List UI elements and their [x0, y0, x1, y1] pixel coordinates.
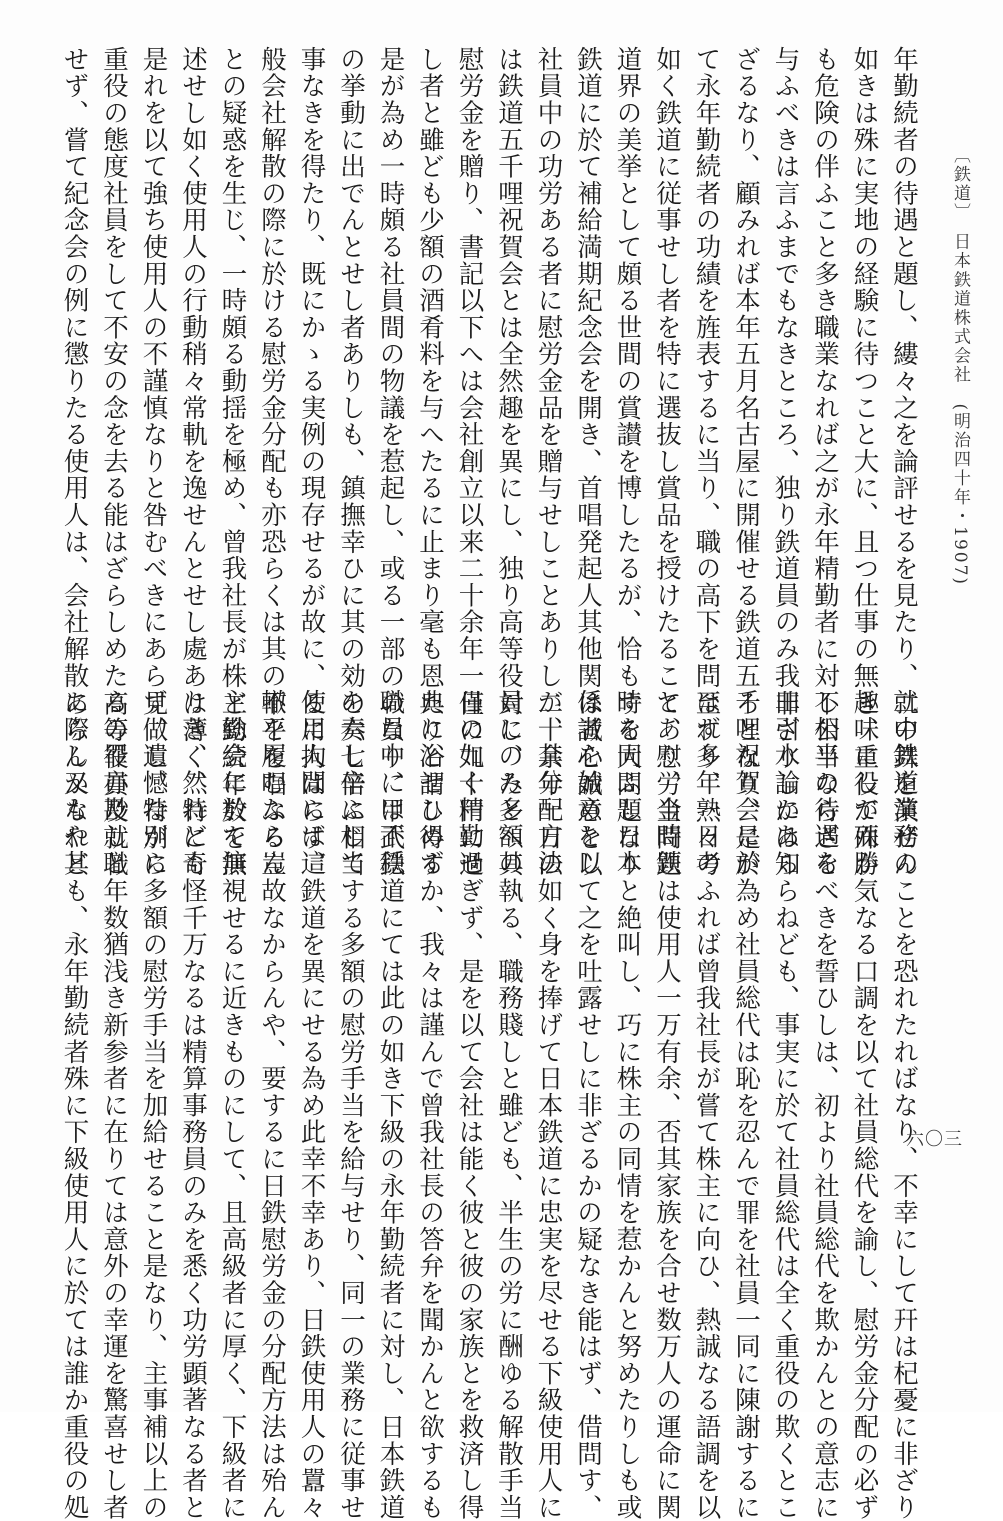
text-column: て、慰労金問題は使用人一万有余、否其家族を合せ数万人の運命に関 [652, 690, 682, 1521]
page-caption: 〔鉄道〕 日本鉄道株式会社 (明治四十年・1907) [950, 146, 970, 587]
text-column: 重役の態度社員をして不安の念を去る能はざらしめたるの罪亦尠しと [99, 46, 129, 877]
text-column: て永年勤続者の功績を旌表するに当り、職の高下を問はず多年一日の [691, 46, 722, 877]
text-column: 道界の美挙として頗る世間の賞讃を博したるが、恰も時を同ふし日本 [612, 46, 643, 877]
page-number: 六〇三 [906, 1129, 963, 1150]
text-column: 与ふべきは言ふまでもなきところ、独り鉄道員のみ我田引水論にあら [770, 46, 801, 877]
text-column: ざるなり、顧みれば本年五月名古屋に開催せる鉄道五千哩祝賀会に於 [731, 46, 761, 877]
top-text-block [59, 46, 923, 877]
text-column: るに拘はらず、鉄道を異にせる為め此幸不幸あり、日鉄使用人の囂々 [296, 690, 327, 1521]
text-column: 是れを以て強ち使用人の不謹慎なりと咎むべきにあらず、遺憾ながら [138, 46, 169, 877]
text-column: も危険の伴ふこと多き職業なれば之が永年精勤者に対し相当の待遇を [810, 46, 840, 877]
text-column: ど勤続年数を無視せるに近きものにして、且高級者に厚く、下級者に [217, 690, 248, 1521]
text-column: たりと謂ひ得るか、我々は謹んで曾我社長の答弁を聞かんと欲するも [415, 690, 445, 1521]
text-column: は誠心誠意を以て之を吐露せしに非ざるかの疑なき能はず、借問す、 [573, 690, 603, 1521]
text-column: 年勤続者の待遇と題し、縷々之を論評せるを見たり、就中鉄道業務の [889, 46, 919, 877]
text-column: 鉄道に於て補給満期紀念会を開き、首唱発起人其他関係者を始めとし [573, 46, 603, 877]
text-column: は鉄道五千哩祝賀会とは全然趣を異にし、独り高等役員にのみ多額の [494, 46, 524, 877]
text-column: あらんかなれども、永年勤続者殊に下級使用人に於ては誰か重役の処 [59, 690, 90, 1521]
bottom-text-block [59, 690, 923, 1521]
text-column: 不平を唱ふる豈故なからんや、要するに日鉄慰労金の分配方法は殆ん [257, 690, 287, 1521]
text-column: する大問題なりと絶叫し、巧に株主の同情を惹かんと努めたりしも或 [612, 690, 643, 1521]
text-column: の挙動に出でんとせし者ありしも、鎮撫幸ひに其の効を奏し辛ふじて [336, 46, 366, 877]
text-column: 非ざりしかは知らねども、事実に於て社員総代は全く重役の欺くとこ [770, 690, 801, 1521]
text-column: 慰労金を贈り、書記以下へは会社創立以来二十余年一日の如く精勤せ [454, 46, 485, 877]
text-column: 社員中の功労ある者に慰労金品を贈与せしことありしが、其分配方法 [533, 46, 564, 877]
text-column: 見做し、特別に多額の慰労手当を加給せること是なり、主事補以上の [138, 690, 169, 1521]
text-column: は薄く、特に奇怪千万なるは精算事務員のみを悉く功労顕著なる者と [178, 690, 208, 1521]
text-column: 述せし如く使用人の行動稍々常軌を逸せんとせし處ありき、然れども [178, 46, 208, 877]
text-column: 是が為め一時頗る社員間の物議を惹起し、或る一部の職員中には不穏 [375, 46, 406, 877]
text-column: 二の舞を演ぜんことを恐れたればなり、不幸にして幵は杞憂に非ざり [889, 690, 919, 1521]
text-column: 如きは殊に実地の経験に待つこと大に、且つ仕事の無趣味にして而か [849, 46, 880, 877]
text-column: せず、嘗て紀念会の例に懲りたる使用人は、会社解散に際し又もや其 [59, 46, 90, 877]
text-column: の六七倍に相当する多額の慰労手当を給与せり、同一の業務に従事せ [336, 690, 366, 1521]
text-column: 対し、たとへ其執る、職務賤しと雖ども、半生の労に酬ゆる解散手当 [494, 690, 524, 1521]
text-column: のなり、甲武鉄道にては此の如き下級の永年勤続者に対し、日本鉄道 [375, 690, 406, 1521]
text-column: き、重役が殊勝気なる口調を以て社員総代を諭し、慰労金分配の必ず [849, 690, 880, 1521]
text-column: 高等役員及就職年数猶浅き新参者に在りては意外の幸運を驚喜せし者 [99, 690, 129, 1521]
text-column: 不公平ならざるべきを誓ひしは、初より社員総代を欺かんとの意志に [810, 690, 840, 1521]
text-column: 僅に九十円に過ぎず、是を以て会社は能く彼と彼の家族とを救済し得 [454, 690, 485, 1521]
text-column: 般会社解散の際に於ける慰労金分配も亦恐らくは其の轍を履むならん [257, 46, 287, 877]
text-column: 事なきを得たり、既にかゝる実例の現存せるが故に、使用人間には這 [296, 46, 327, 877]
text-column: し者と雖ども少額の酒肴料を与へたるに止まり毫も恩典に浴せしめず [415, 46, 445, 877]
text-column: ろとなり、是が為め社員総代は恥を忍んで罪を社員一同に陳謝するに [731, 690, 761, 1521]
text-column: 至れり、熟々考ふれば曾我社長が嘗て株主に向ひ、熱誠なる語調を以 [691, 690, 722, 1521]
text-column: 二十余年一日の如く身を捧げて日本鉄道に忠実を尽せる下級使用人に [533, 690, 564, 1521]
text-column: との疑惑を生じ、一時頗る動揺を極め、曾我社長が株主総会に於て演 [217, 46, 248, 877]
text-column: 如く鉄道に従事せし者を特に選抜し賞品を授けたることあり、当時鉄 [652, 46, 682, 877]
